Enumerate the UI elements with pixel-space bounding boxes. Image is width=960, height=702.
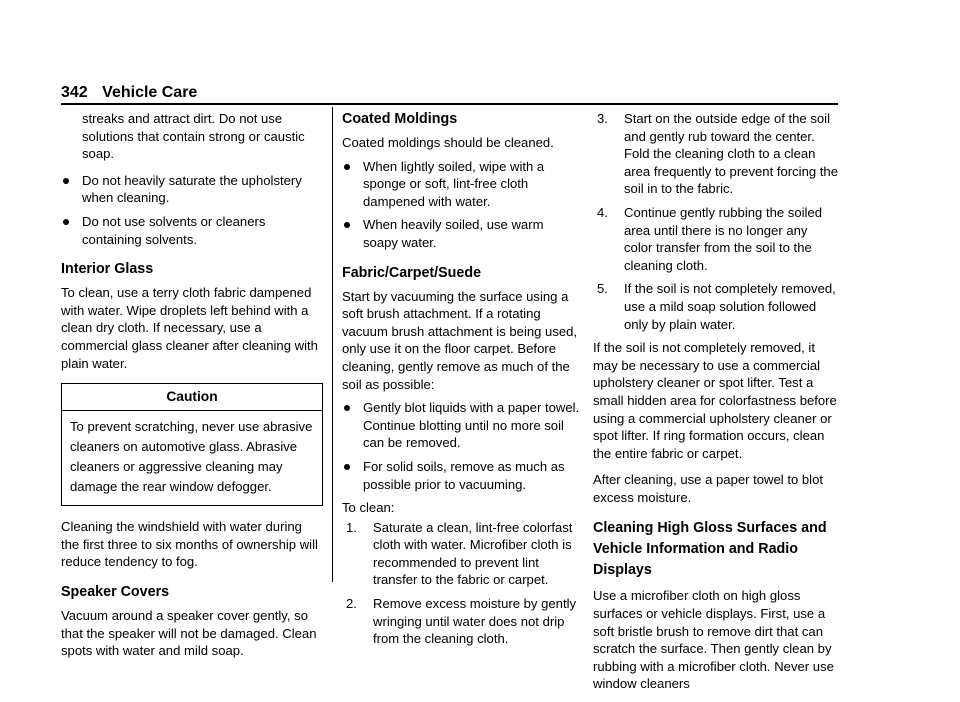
section-title: Vehicle Care: [102, 84, 198, 101]
caution-title: Caution: [62, 384, 322, 411]
bullet-icon: [63, 219, 69, 225]
after-cleaning-paragraph: After cleaning, use a paper towel to blot excess moisture.: [593, 472, 824, 505]
to-clean-label: To clean:: [342, 500, 395, 516]
list-item: Gently blot liquids with a paper towel. Continue blotting until no more soil can be removed.: [342, 399, 580, 452]
step-number: 1.: [346, 519, 357, 535]
step-text: Saturate a clean, lint-free colorfast cloth with water. Microfiber cloth is recommended to prevent lint transfer to the fabric or carpet.: [373, 519, 573, 588]
page-header: [61, 82, 838, 104]
fabric-heading: Fabric/Carpet/Suede: [342, 264, 482, 281]
step-item: [593, 204, 838, 274]
caution-box: [61, 383, 323, 506]
bullet-icon: [344, 222, 350, 228]
middle-column: [342, 110, 580, 654]
high-gloss-heading: Cleaning High Gloss Surfaces and Vehicle Information and Radio Displays: [593, 520, 827, 579]
fabric-paragraph: Start by vacuuming the surface using a soft brush attachment. If a rotating vacuum brush attachment is being used, only use it on the floor carpet. Before cleaning, gently remove as much of the soil as possible:: [342, 288, 578, 392]
step-item: [593, 280, 838, 333]
interior-glass-paragraph: To clean, use a terry cloth fabric dampened with water. Wipe droplets left behind with a clean dry cloth. If necessary, use a commercial glass cleaner after cleaning with plain water.: [61, 285, 318, 371]
right-column: [593, 110, 838, 702]
list-item: Do not heavily saturate the upholstery when cleaning.: [61, 172, 323, 207]
left-column: [61, 110, 323, 669]
page-number: 342: [61, 84, 88, 101]
speaker-covers-heading: Speaker Covers: [61, 583, 170, 600]
windshield-paragraph: Cleaning the windshield with water during the first three to six months of ownership will reduce tendency to fog.: [61, 519, 318, 570]
step-text: Continue gently rubbing the soiled area until there is no longer any color transfer from the soil to the cleaning cloth.: [624, 204, 822, 273]
step-number: 3.: [597, 111, 608, 126]
step-number: 2.: [346, 596, 357, 612]
list-item: When lightly soiled, wipe with a sponge or soft, lint-free cloth dampened with water.: [342, 158, 580, 211]
bullet-icon: [344, 464, 350, 470]
coated-moldings-paragraph: Coated moldings should be cleaned.: [342, 135, 554, 150]
list-item: For solid soils, remove as much as possible prior to vacuuming.: [342, 458, 580, 493]
interior-glass-heading: Interior Glass: [61, 261, 154, 278]
header-rule: [61, 103, 838, 105]
step-text: If the soil is not completely removed, use a mild soap solution followed only by plain water.: [624, 281, 836, 332]
coated-moldings-heading: Coated Moldings: [342, 111, 458, 127]
bullet-icon: [344, 164, 350, 170]
step-text: Remove excess moisture by gently wringing until water does not drip from the cleaning cloth.: [373, 596, 577, 647]
list-item: When heavily soiled, use warm soapy water.: [342, 216, 580, 251]
bullet-icon: [63, 178, 69, 184]
speaker-covers-paragraph: Vacuum around a speaker cover gently, so that the speaker will not be damaged. Clean spots with water and mild soap.: [61, 607, 317, 659]
step-text: Start on the outside edge of the soil and gently rub toward the center. Fold the cleaning cloth to a clean area frequently to prevent forcing the soil in to the fabric.: [624, 111, 838, 197]
bullet-icon: [344, 405, 350, 411]
step-item: [342, 595, 580, 648]
list-item: Do not use solvents or cleaners containing solvents.: [61, 213, 323, 248]
step-item: [342, 519, 580, 589]
high-gloss-paragraph: Use a microfiber cloth on high gloss surfaces or vehicle displays. First, use a soft bristle brush to remove dirt that can scratch the surface. Then gently clean by rubbing with a microfiber cloth. Never use window cleaners: [593, 588, 834, 692]
step-item: [593, 110, 838, 198]
caution-body: To prevent scratching, never use abrasive cleaners on automotive glass. Abrasive cleaners or aggressive cleaning may damage the rear window defogger.: [70, 419, 313, 495]
step-number: 5.: [597, 281, 608, 297]
column-divider: [332, 107, 333, 582]
upholstery-paragraph: If the soil is not completely removed, it may be necessary to use a commercial upholstery cleaner or spot lifter. Test a small hidden area for colorfastness before using a commercial upholstery cleaner or spot lifter. If ring formation occurs, clean the entire fabric or carpet.: [593, 340, 837, 461]
intro-continuation: streaks and attract dirt. Do not use solutions that contain strong or caustic soap.: [82, 111, 305, 162]
step-number: 4.: [597, 204, 608, 220]
